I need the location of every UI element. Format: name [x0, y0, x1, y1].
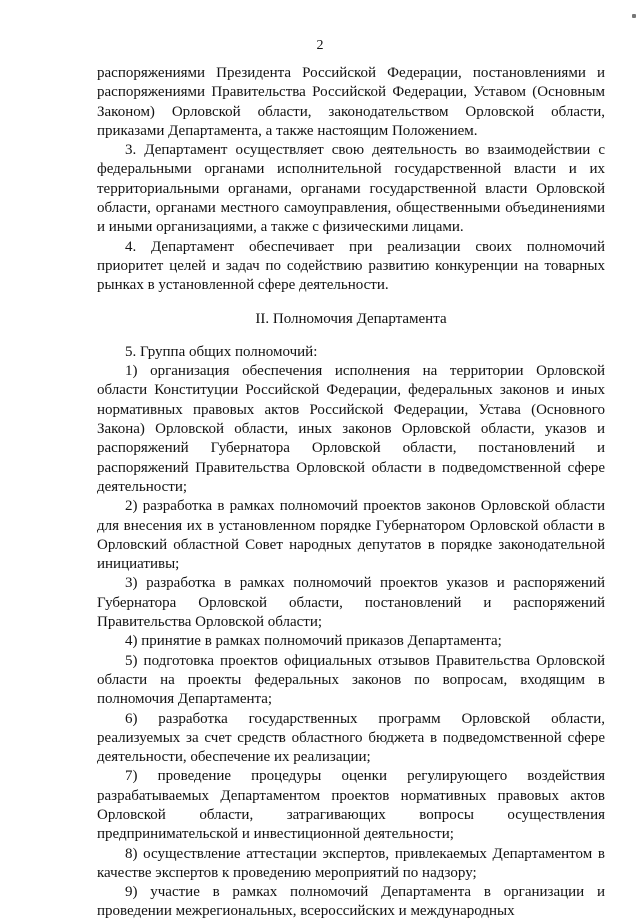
list-item: 7) проведение процедуры оценки регулирующего воздействия разрабатываемых Департаментом проектов нормативных правовых актов Орловской области, затрагивающих вопросы осуществления предпринимательской и инвестиционной деятельности; [97, 768, 605, 843]
list-item: 4) принятие в рамках полномочий приказов Департамента; [125, 633, 502, 650]
list-item: 5) подготовка проектов официальных отзывов Правительства Орловской области на проекты федеральных законов по вопросам, входящим в полномочия Департамента; [97, 652, 605, 708]
list-item: 3) разработка в рамках полномочий проектов указов и распоряжений Губернатора Орловской области, постановлений и распоряжений Правительства Орловской области; [97, 575, 605, 631]
list-item: 1) организация обеспечения исполнения на территории Орловской области Конституции Российской Федерации, федеральных законов и иных нормативных правовых актов Российской Федерации, Устава (Основного Закона) Орловской области, иных законов Орловской области, указов и распоряжений Губернатора Орловской области, постановлений и распоряжений Правительства Орловской области в подведомственной сфере деятельности; [97, 363, 605, 495]
document-body [97, 64, 605, 922]
paragraph-3: 3. Департамент осуществляет свою деятельность во взаимодействии с федеральными органами исполнительной государственной власти и их территориальными органами, органами государственной власти Орловской области, органами местного самоуправления, общественными объединениями и иными организациями, а также с физическими лицами. [97, 142, 605, 236]
page-number: 2 [316, 38, 324, 53]
section-heading: II. Полномочия Департамента [255, 310, 447, 327]
list-item: 6) разработка государственных программ Орловской области, реализуемых за счет средств областного бюджета в подведомственной сфере деятельности, обеспечение их реализации; [97, 710, 605, 766]
list-item: 8) осуществление аттестации экспертов, привлекаемых Департаментом в качестве экспертов к проведению мероприятий по надзору; [97, 845, 605, 881]
list-item: 2) разработка в рамках полномочий проектов законов Орловской области для внесения их в установленном порядке Губернатором Орловской области в Орловский областной Совет народных депутатов в порядке законодательной инициативы; [97, 498, 605, 573]
scan-mark [632, 14, 636, 18]
intro-paragraph: распоряжениями Президента Российской Федерации, постановлениями и распоряжениями Правительства Российской Федерации, Уставом (Основным Законом) Орловской области, законодательством Орловской области, приказами Департамента, а также настоящим Положением. [97, 65, 605, 139]
paragraph-4: 4. Департамент обеспечивает при реализации своих полномочий приоритет целей и задач по содействию развитию конкуренции на товарных рынках в установленной сфере деятельности. [97, 238, 605, 294]
paragraph-5: 5. Группа общих полномочий: [125, 343, 318, 360]
list-item: 9) участие в рамках полномочий Департамента в организации и проведении межрегиональных, всероссийских и международных [97, 884, 605, 920]
